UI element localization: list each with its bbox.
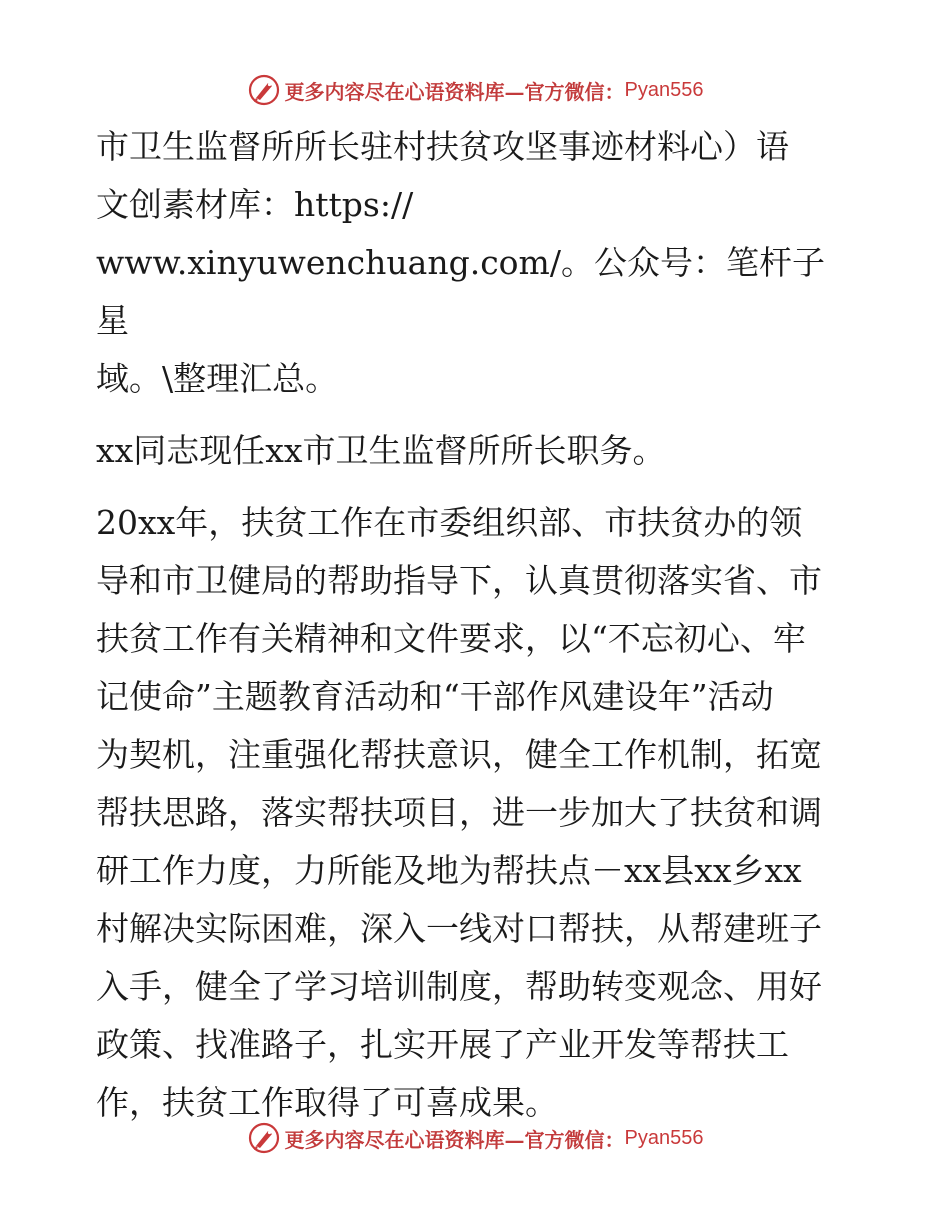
pen-nib-logo-icon xyxy=(247,1121,281,1155)
footer-watermark-text: 更多内容尽在心语资料库—官方微信： xyxy=(284,1127,625,1152)
footer-watermark-wechat: Pyan556 xyxy=(624,1126,704,1149)
paragraph-intro: 市卫生监督所所长驻村扶贫攻坚事迹材料心）语 文创素材库：https:// www.xinyuwenchuang.com/。公众号：笔杆子星 域。\整理汇总。 xyxy=(96,127,825,398)
paragraph-position: xx同志现任xx市卫生监督所所长职务。 xyxy=(96,431,666,470)
paragraph-summary: 20xx年，扶贫工作在市委组织部、市扶贫办的领 导和市卫健局的帮助指导下，认真贯彻落实省、市 扶贫工作有关精神和文件要求，以“不忘初心、牢 记使命”主题教育活动和“干部作风建设年”活动 为契机，注重强化帮扶意识，健全工作机制，拓宽 帮扶思路，落实帮扶项目，进一步加大了扶贫和调 研工作力度，力所能及地为帮扶点－xx县xx乡xx 村解决实际困难，深入一线对口帮扶，从帮建班子 入手，健全了学习培训制度，帮助转变观念、用好 政策、找准路子，扎实开展了产业开发等帮扶工 作，扶贫工作取得了可喜成果。 xyxy=(96,503,822,1122)
footer-watermark xyxy=(0,1118,950,1158)
pen-nib-logo-icon xyxy=(247,73,281,107)
header-watermark-wechat: Pyan556 xyxy=(624,78,704,101)
header-watermark-text: 更多内容尽在心语资料库—官方微信： xyxy=(284,79,625,104)
document-body xyxy=(96,118,856,1132)
header-watermark xyxy=(0,70,950,110)
